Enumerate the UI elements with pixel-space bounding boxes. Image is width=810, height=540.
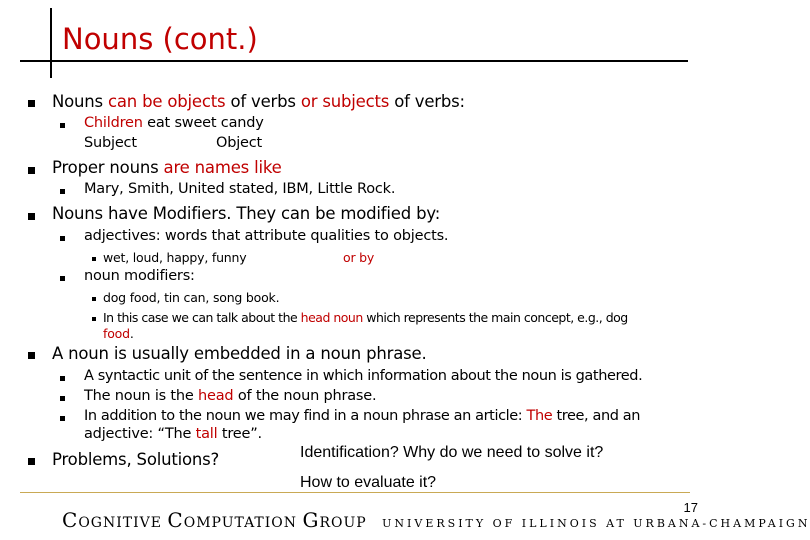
text-span: eat sweet candy	[147, 115, 264, 131]
text-span: subjects	[322, 92, 395, 111]
text-span: objects	[167, 92, 231, 111]
bullet-head	[84, 388, 376, 404]
bullet-noun-phrase: A noun is usually embedded in a noun phrase.	[52, 344, 427, 363]
callout-identification: Identification? Why do we need to solve it?	[300, 444, 604, 461]
text-span: The	[526, 408, 553, 424]
bullet-head-noun-cont	[103, 326, 134, 341]
bullet-icon	[28, 458, 35, 465]
text-span: food	[103, 326, 130, 341]
bullet-syntactic-unit: A syntactic unit of the sentence in which information about the noun is gathered.	[84, 368, 643, 384]
bullet-icon	[28, 352, 35, 359]
bullet-article-adjective-cont	[84, 426, 262, 442]
bullet-icon	[60, 123, 65, 128]
text-span: ROUP	[319, 515, 367, 531]
text-span: The noun is the	[84, 388, 199, 404]
text-span: of verbs:	[394, 92, 465, 111]
bullet-icon	[60, 396, 65, 401]
text-span: .	[129, 326, 134, 341]
title-vertical-rule	[50, 8, 52, 78]
bullet-icon	[60, 276, 65, 281]
page-number: 17	[683, 500, 698, 515]
bullet-head-noun	[103, 310, 628, 325]
slide-title: Nouns (cont.)	[62, 22, 258, 56]
callout-evaluate: How to evaluate it?	[300, 474, 437, 491]
text-span: OGNITIVE	[78, 515, 168, 531]
bullet-icon	[92, 297, 96, 301]
bullet-icon	[60, 236, 65, 241]
bullet-noun-modifiers: noun modifiers:	[84, 268, 195, 284]
bullet-proper-noun-examples: Mary, Smith, United stated, IBM, Little Rock.	[84, 181, 396, 197]
text-span: Proper nouns	[52, 158, 164, 177]
bullet-icon	[28, 167, 35, 174]
text-span: which represents the main concept, e.g., dog	[362, 310, 628, 325]
text-span: or	[300, 92, 323, 111]
bullet-problems-solutions: Problems, Solutions?	[52, 450, 220, 469]
text-span: Nouns	[52, 92, 108, 111]
footer-banner	[62, 508, 810, 532]
text-span: tree, and an	[552, 408, 641, 424]
text-span: head noun	[300, 310, 363, 325]
bullet-article-adjective	[84, 408, 640, 424]
footer-university: UNIVERSITY OF ILLINOIS AT URBANA-CHAMPAIGN	[382, 517, 810, 530]
text-span: Children	[84, 115, 148, 131]
bullet-noun-modifier-examples: dog food, tin can, song book.	[103, 290, 280, 305]
text-span: C	[167, 508, 184, 532]
text-span: C	[62, 508, 79, 532]
text-span: In this case we can talk about the	[103, 310, 301, 325]
bullet-icon	[92, 257, 96, 261]
bullet-nouns-objects-subjects	[52, 92, 465, 111]
bullet-icon	[92, 317, 96, 321]
text-span: OMPUTATION	[183, 515, 303, 531]
text-span: In addition to the noun we may find in a noun phrase an article:	[84, 408, 527, 424]
bullet-icon	[28, 100, 35, 107]
footer-group-name	[62, 508, 367, 532]
bullet-example-sentence	[84, 115, 264, 131]
bullet-adjective-examples: wet, loud, happy, funny	[103, 250, 247, 265]
bullet-adjectives: adjectives: words that attribute qualities to objects.	[84, 228, 449, 244]
text-span: of the noun phrase.	[233, 388, 377, 404]
footer-rule	[20, 492, 690, 493]
text-span: tall	[195, 426, 218, 442]
bullet-modifiers: Nouns have Modifiers. They can be modified by:	[52, 204, 441, 223]
bullet-proper-nouns	[52, 158, 282, 177]
label-object: Object	[216, 135, 263, 151]
bullet-icon	[28, 213, 35, 220]
text-span: of verbs	[230, 92, 301, 111]
text-span: tree”.	[217, 426, 262, 442]
text-span: can be	[108, 92, 168, 111]
label-or-by: or by	[343, 250, 375, 265]
title-horizontal-rule	[20, 60, 688, 62]
bullet-icon	[60, 376, 65, 381]
bullet-icon	[60, 189, 65, 194]
label-subject: Subject	[84, 135, 137, 151]
text-span: G	[302, 508, 320, 532]
text-span: are names like	[163, 158, 282, 177]
bullet-icon	[60, 416, 65, 421]
text-span: head	[198, 388, 234, 404]
text-span: adjective: “The	[84, 426, 196, 442]
